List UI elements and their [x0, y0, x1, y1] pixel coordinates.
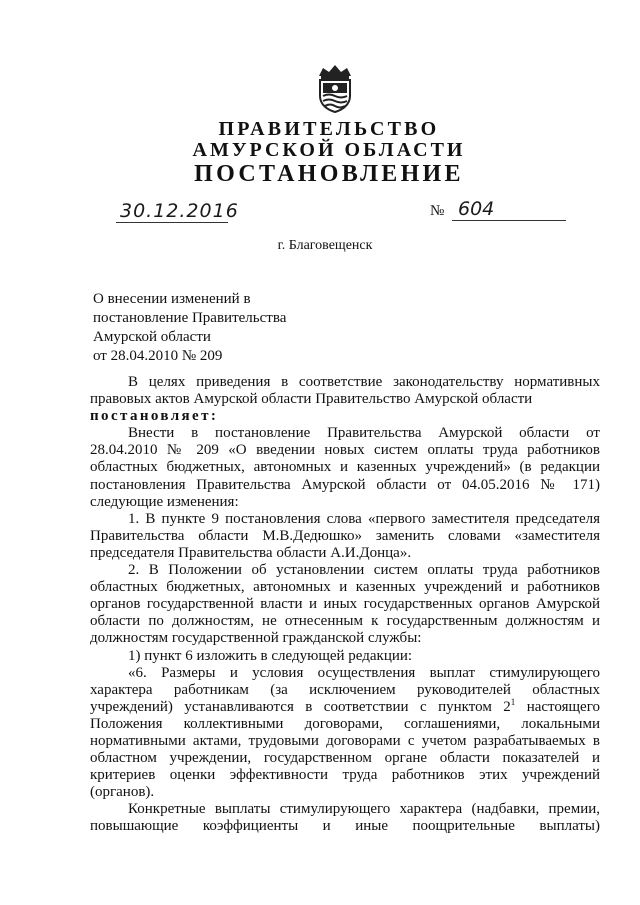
subject-line: О внесении изменений в	[93, 291, 251, 307]
body-line: Положения коллективными договорами, соглашениями, локальными	[90, 715, 600, 732]
subject-line: постановление Правительства	[93, 310, 287, 326]
body-line	[90, 696, 600, 716]
city: г. Благовещенск	[277, 238, 373, 253]
body-line: областных бюджетных, автономных и казенных учреждений и работников	[90, 579, 600, 596]
superscript: 1	[510, 696, 516, 707]
body-line: нормативными актами, трудовыми договорами с учетом разрабатываемых в	[90, 732, 600, 749]
organization-name-line2: АМУРСКОЙ ОБЛАСТИ	[192, 139, 466, 161]
document-subject	[93, 290, 343, 366]
body-line: повышающие коэффициенты и иные поощрительные выплаты)	[90, 818, 600, 835]
subject-line: от 28.04.2010 № 209	[93, 348, 223, 364]
body-line: критериев оценки эффективности труда работников этих учреждений	[90, 767, 600, 784]
body-line: должностям государственной гражданской службы:	[90, 630, 422, 647]
body-line: В целях приведения в соответствие законодательству нормативных	[128, 374, 600, 390]
body-line: председателя Правительства области А.И.Донца».	[90, 544, 412, 561]
decree-word: постановляет:	[90, 408, 219, 425]
body-line: области по должностям, не отнесенным к государственным должностям и	[90, 613, 600, 630]
body-line: Правительства области М.В.Дедюшко» заменить словами «заместителя	[90, 527, 600, 544]
body-line: 2. В Положении об установлении систем оплаты труда работников	[128, 562, 600, 579]
body-line: областном учреждении, государственном органе области показателей и	[90, 750, 600, 767]
body-line: областных бюджетных, автономных и казенных учреждений» (в редакции	[90, 459, 600, 476]
organization-name-line1: ПРАВИТЕЛЬСТВО	[218, 118, 440, 140]
body-line: (органов).	[90, 784, 155, 801]
body-line: 28.04.2010 № 209 «О введении новых систем оплаты труда работников	[90, 442, 600, 459]
document-date: 30.12.2016	[116, 200, 228, 223]
number-label: №	[430, 203, 445, 219]
body-line: Конкретные выплаты стимулирующего характера (надбавки, премии,	[128, 801, 600, 818]
document-number: 604	[452, 198, 566, 221]
document-kind-title: ПОСТАНОВЛЕНИЕ	[194, 161, 464, 187]
body-line: 1) пункт 6 изложить в следующей редакции:	[128, 647, 413, 664]
coat-of-arms-icon	[315, 62, 355, 114]
body-text: настоящего	[515, 698, 600, 715]
subject-line: Амурской области	[93, 329, 211, 345]
body-line: «6. Размеры и условия осуществления выплат стимулирующего	[128, 664, 600, 681]
body-text: учреждений) устанавливаются в соответствии с пунктом 2	[90, 698, 511, 715]
body-line: следующие изменения:	[90, 493, 239, 510]
body-line: Внести в постановление Правительства Амурской области от	[128, 425, 600, 442]
body-line: органов государственной власти и иных государственных органов Амурской	[90, 596, 600, 613]
body-line: 1. В пункте 9 постановления слова «первого заместителя председателя	[128, 510, 600, 527]
body-line: постановления Правительства Амурской области от 04.05.2016 № 171)	[90, 476, 600, 493]
body-line: характера работникам (за исключением руководителей областных	[90, 681, 600, 698]
body-line: правовых актов Амурской области Правительство Амурской области	[90, 391, 533, 408]
document-body	[90, 374, 600, 836]
